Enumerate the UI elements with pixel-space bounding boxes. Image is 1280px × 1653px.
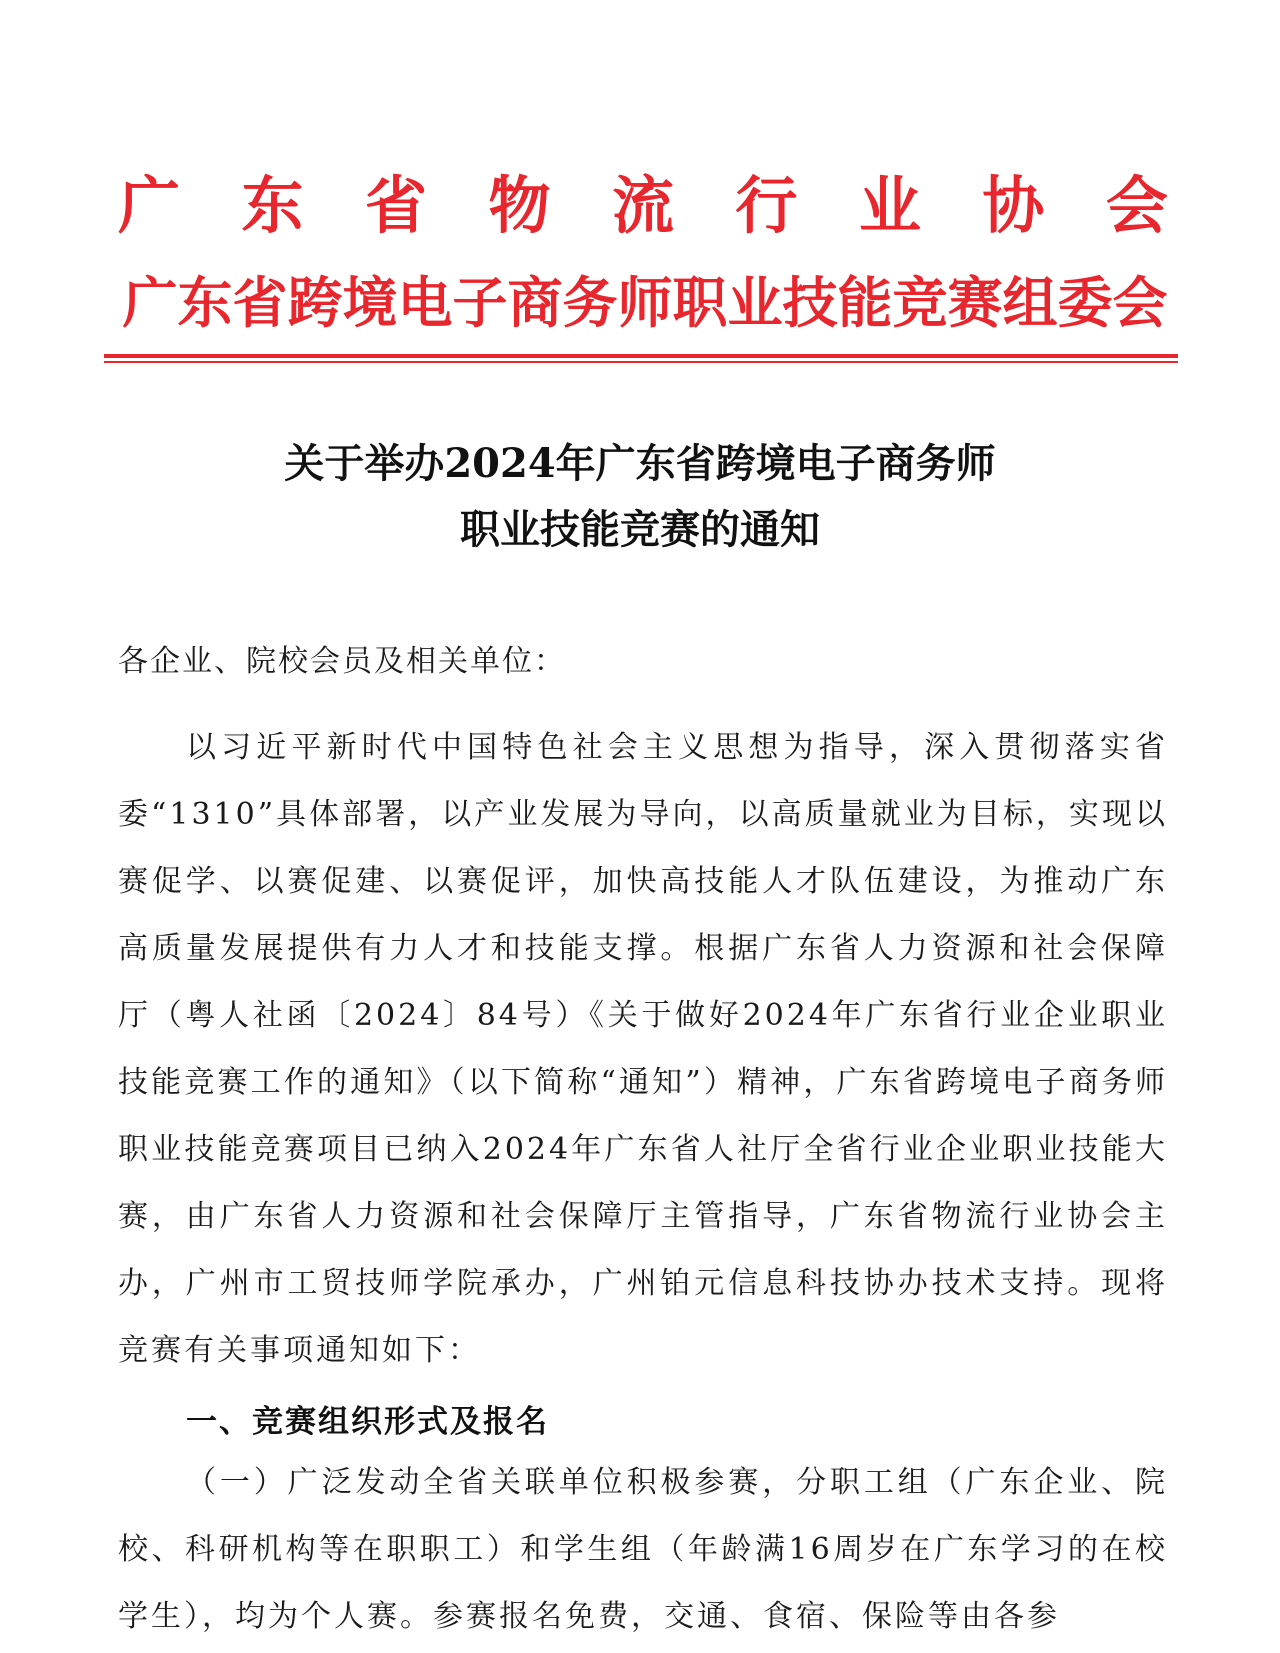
letterhead-char: 流 [611,169,674,242]
letterhead-org-name-2: 广东省跨境电子商务师职业技能竞赛组委会 [122,271,1168,335]
letterhead-divider-thin [104,361,1178,363]
letterhead-char: 省 [364,169,427,242]
letterhead-char: 物 [488,169,551,242]
letterhead-char: 会 [1105,169,1168,242]
body-paragraph-1: 以习近平新时代中国特色社会主义思想为指导，深入贯彻落实省委“1310”具体部署，以产业发展为导向，以高质量就业为目标，实现以赛促学、以赛促建、以赛促评，加快高技能人才队伍建设，为推动广东高质量发展提供有力人才和技能支撑。根据广东省人力资源和社会保障厅（粤人社函〔2024〕84号）《关于做好2024年广东省行业企业职业技能竞赛工作的通知》（以下简称“通知”）精神，广东省跨境电子商务师职业技能竞赛项目已纳入2024年广东省人社厅全省行业企业职业技能大赛，由广东省人力资源和社会保障厅主管指导，广东省物流行业协会主办，广州市工贸技师学院承办，广州铂元信息科技协办技术支持。现将竞赛有关事项通知如下： [118,730,1168,1368]
salutation: 各企业、院校会员及相关单位： [118,644,566,679]
section-heading-1: 一、竞赛组织形式及报名 [186,1404,549,1440]
letterhead-char: 行 [735,169,798,242]
letterhead-char: 业 [858,169,921,242]
document-title-line-1: 关于举办2024年广东省跨境电子商务师 [284,440,996,487]
letterhead-divider-thick [104,354,1178,358]
letterhead-char: 广 [118,169,181,242]
letterhead-char: 协 [982,169,1045,242]
letterhead-char: 东 [241,169,304,242]
document-title-line-2: 职业技能竞赛的通知 [460,506,820,553]
body-paragraph-2: （一）广泛发动全省关联单位积极参赛，分职工组（广东企业、院校、科研机构等在职职工）和学生组（年龄满16周岁在广东学习的在校学生），均为个人赛。参赛报名免费，交通、食宿、保险等由各参 [118,1465,1168,1634]
letterhead-org-name-1 [118,170,1168,242]
